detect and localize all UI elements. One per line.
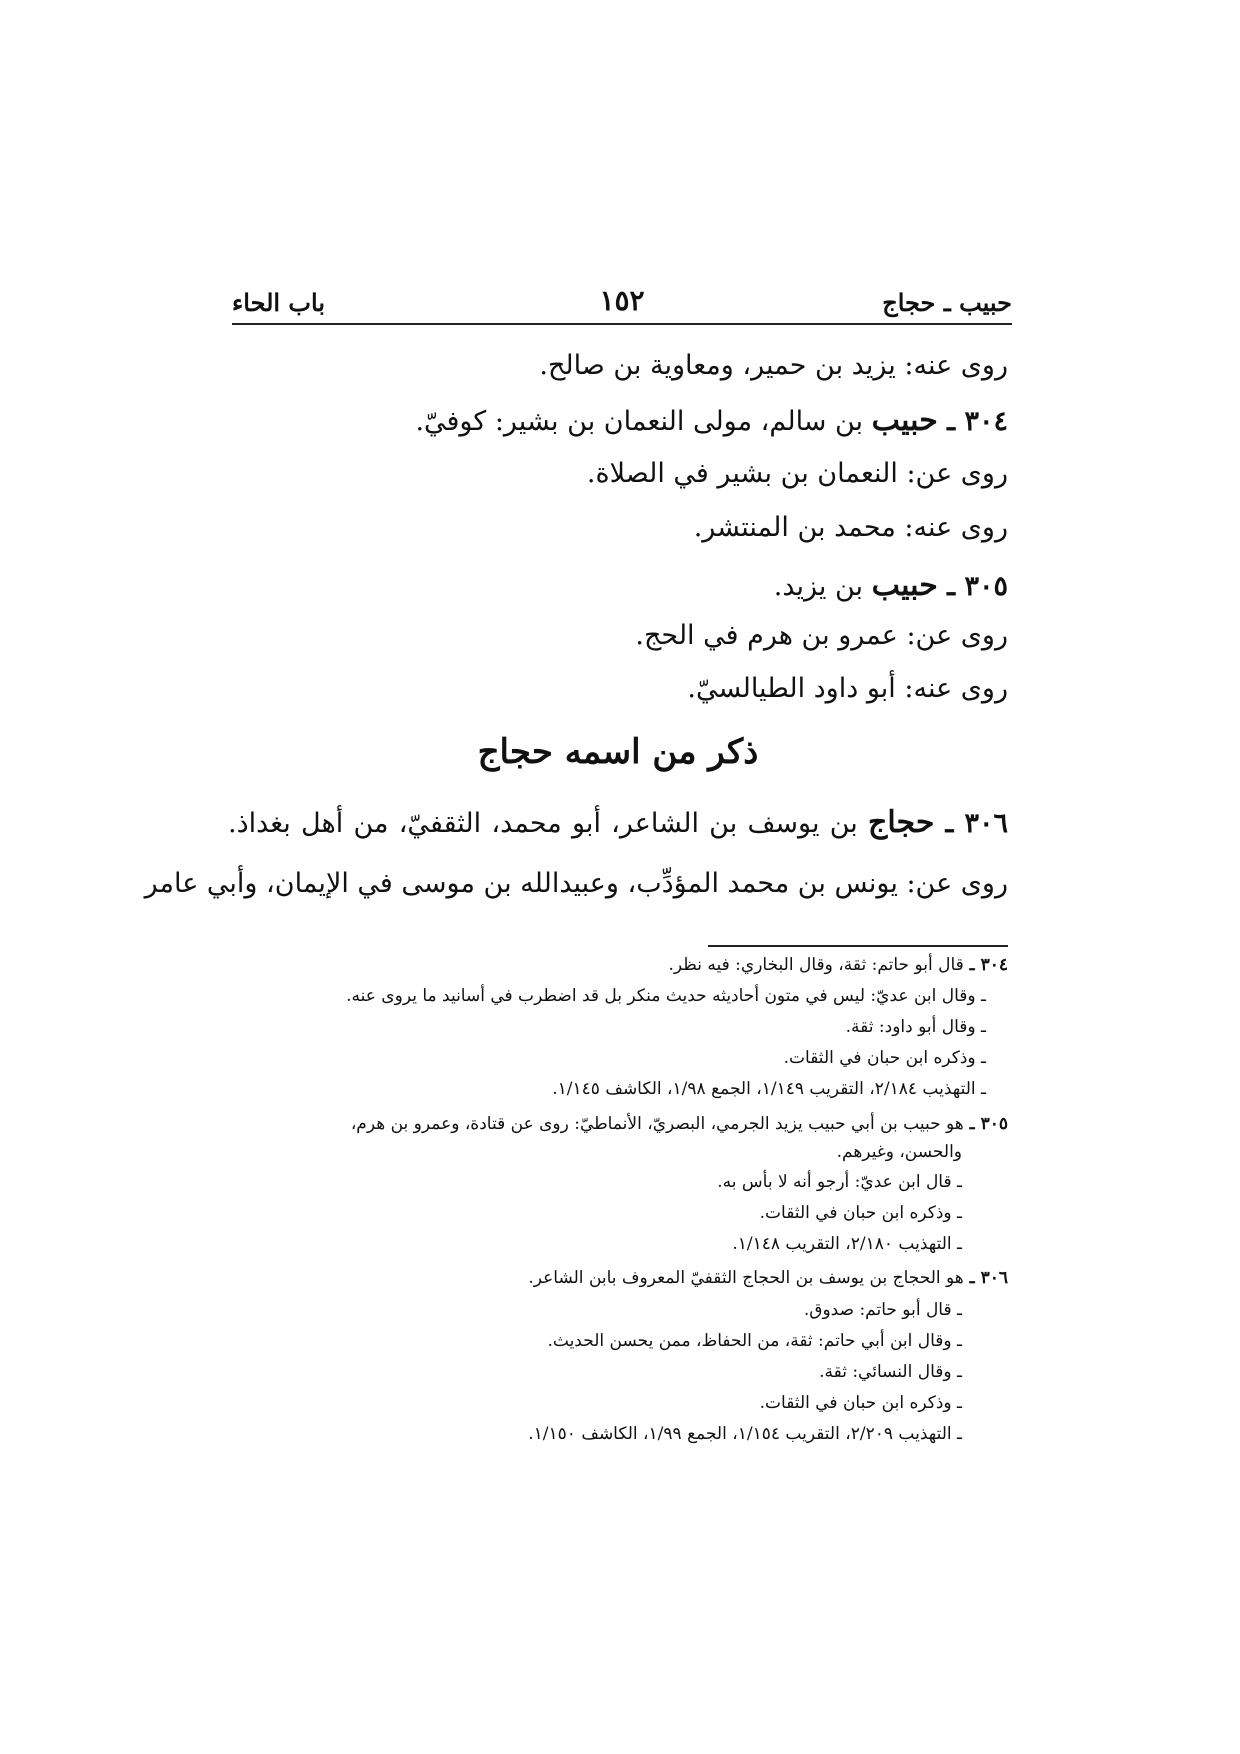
footnote-line: ـ التهذيب ٢/١٨٠، التقريب ١/١٤٨. — [732, 1234, 962, 1254]
footnote-line: ـ وذكره ابن حبان في الثقات. — [759, 1203, 962, 1223]
entry-number: ٣٠٥ ـ — [937, 571, 1008, 602]
header-title: حبيب ـ حجاج — [882, 288, 1012, 317]
page-number: ١٥٢ — [599, 284, 645, 317]
entry-name: حبيب — [871, 403, 938, 438]
footnote-line: والحسن، وغيرهم. — [836, 1142, 962, 1162]
footnote-number: ٣٠٦ ـ — [963, 1268, 1008, 1288]
footnote-text: هو الحجاج بن يوسف بن الحجاج الثقفيّ المعروف بابن الشاعر. — [528, 1268, 964, 1288]
footnote-number: ٣٠٤ ـ — [963, 955, 1008, 975]
footnote-line: ـ التهذيب ٢/٢٠٩، التقريب ١/١٥٤، الجمع ١/٩٩، الكاشف ١/١٥٠. — [528, 1424, 962, 1444]
footnote-line: ـ وقال ابن أبي حاتم: ثقة، من الحفاظ، ممن يحسن الحديث. — [547, 1331, 962, 1351]
footnote-number: ٣٠٥ ـ — [963, 1114, 1008, 1134]
section-heading: ذكر من اسمه حجاج — [477, 732, 759, 772]
narrated-from-line: روى عن: يونس بن محمد المؤدِّب، وعبيدالله بن موسى في الإيمان، وأبي عامر — [144, 868, 1008, 899]
footnote-line: ـ قال أبو حاتم: صدوق. — [803, 1300, 962, 1320]
entry-306 — [228, 805, 1008, 840]
footnote-text: هو حبيب بن أبي حبيب يزيد الجرمي، البصريّ، الأنماطيّ: روى عن قتادة، وعمرو بن هرم، — [350, 1114, 964, 1134]
footnote-line: ـ وذكره ابن حبان في الثقات. — [759, 1393, 962, 1413]
footnote-line: ـ وقال أبو داود: ثقة. — [845, 1017, 986, 1037]
footnote-text: قال أبو حاتم: ثقة، وقال البخاري: فيه نظر. — [668, 955, 964, 975]
running-header — [232, 283, 1012, 325]
footnote-304 — [669, 955, 1008, 975]
entry-number: ٣٠٦ ـ — [934, 808, 1008, 839]
entry-text: بن سالم، مولى النعمان بن بشير: كوفيّ. — [415, 406, 872, 437]
entry-number: ٣٠٤ ـ — [937, 406, 1008, 437]
header-chapter: باب الحاء — [232, 288, 326, 317]
narrated-by-line: روى عنه: أبو داود الطيالسيّ. — [687, 673, 1008, 704]
entry-name: حجاج — [868, 805, 935, 840]
entry-text: بن يوسف بن الشاعر، أبو محمد، الثقفيّ، من أهل بغداذ. — [228, 808, 869, 839]
footnote-separator — [708, 945, 1008, 947]
narrated-from-line: روى عن: النعمان بن بشير في الصلاة. — [586, 458, 1008, 489]
footnote-305 — [351, 1114, 1008, 1134]
footnote-line: ـ قال ابن عديّ: أرجو أنه لا بأس به. — [717, 1172, 962, 1192]
footnote-line: ـ وقال ابن عديّ: ليس في متون أحاديثه حديث منكر بل قد اضطرب في أسانيد ما يروى عنه. — [346, 986, 986, 1006]
entry-name: حبيب — [871, 568, 938, 603]
entry-305 — [774, 568, 1008, 603]
narrated-by-line: روى عنه: يزيد بن حمير، ومعاوية بن صالح. — [539, 350, 1008, 381]
footnote-line: ـ وذكره ابن حبان في الثقات. — [783, 1048, 986, 1068]
narrated-by-line: روى عنه: محمد بن المنتشر. — [693, 512, 1008, 543]
footnote-306 — [528, 1268, 1008, 1288]
entry-text: بن يزيد. — [773, 571, 872, 602]
footnote-line: ـ وقال النسائي: ثقة. — [819, 1362, 962, 1382]
entry-304 — [415, 403, 1008, 438]
footnote-line: ـ التهذيب ٢/١٨٤، التقريب ١/١٤٩، الجمع ١/٩٨، الكاشف ١/١٤٥. — [552, 1079, 986, 1099]
narrated-from-line: روى عن: عمرو بن هرم في الحج. — [635, 620, 1008, 651]
